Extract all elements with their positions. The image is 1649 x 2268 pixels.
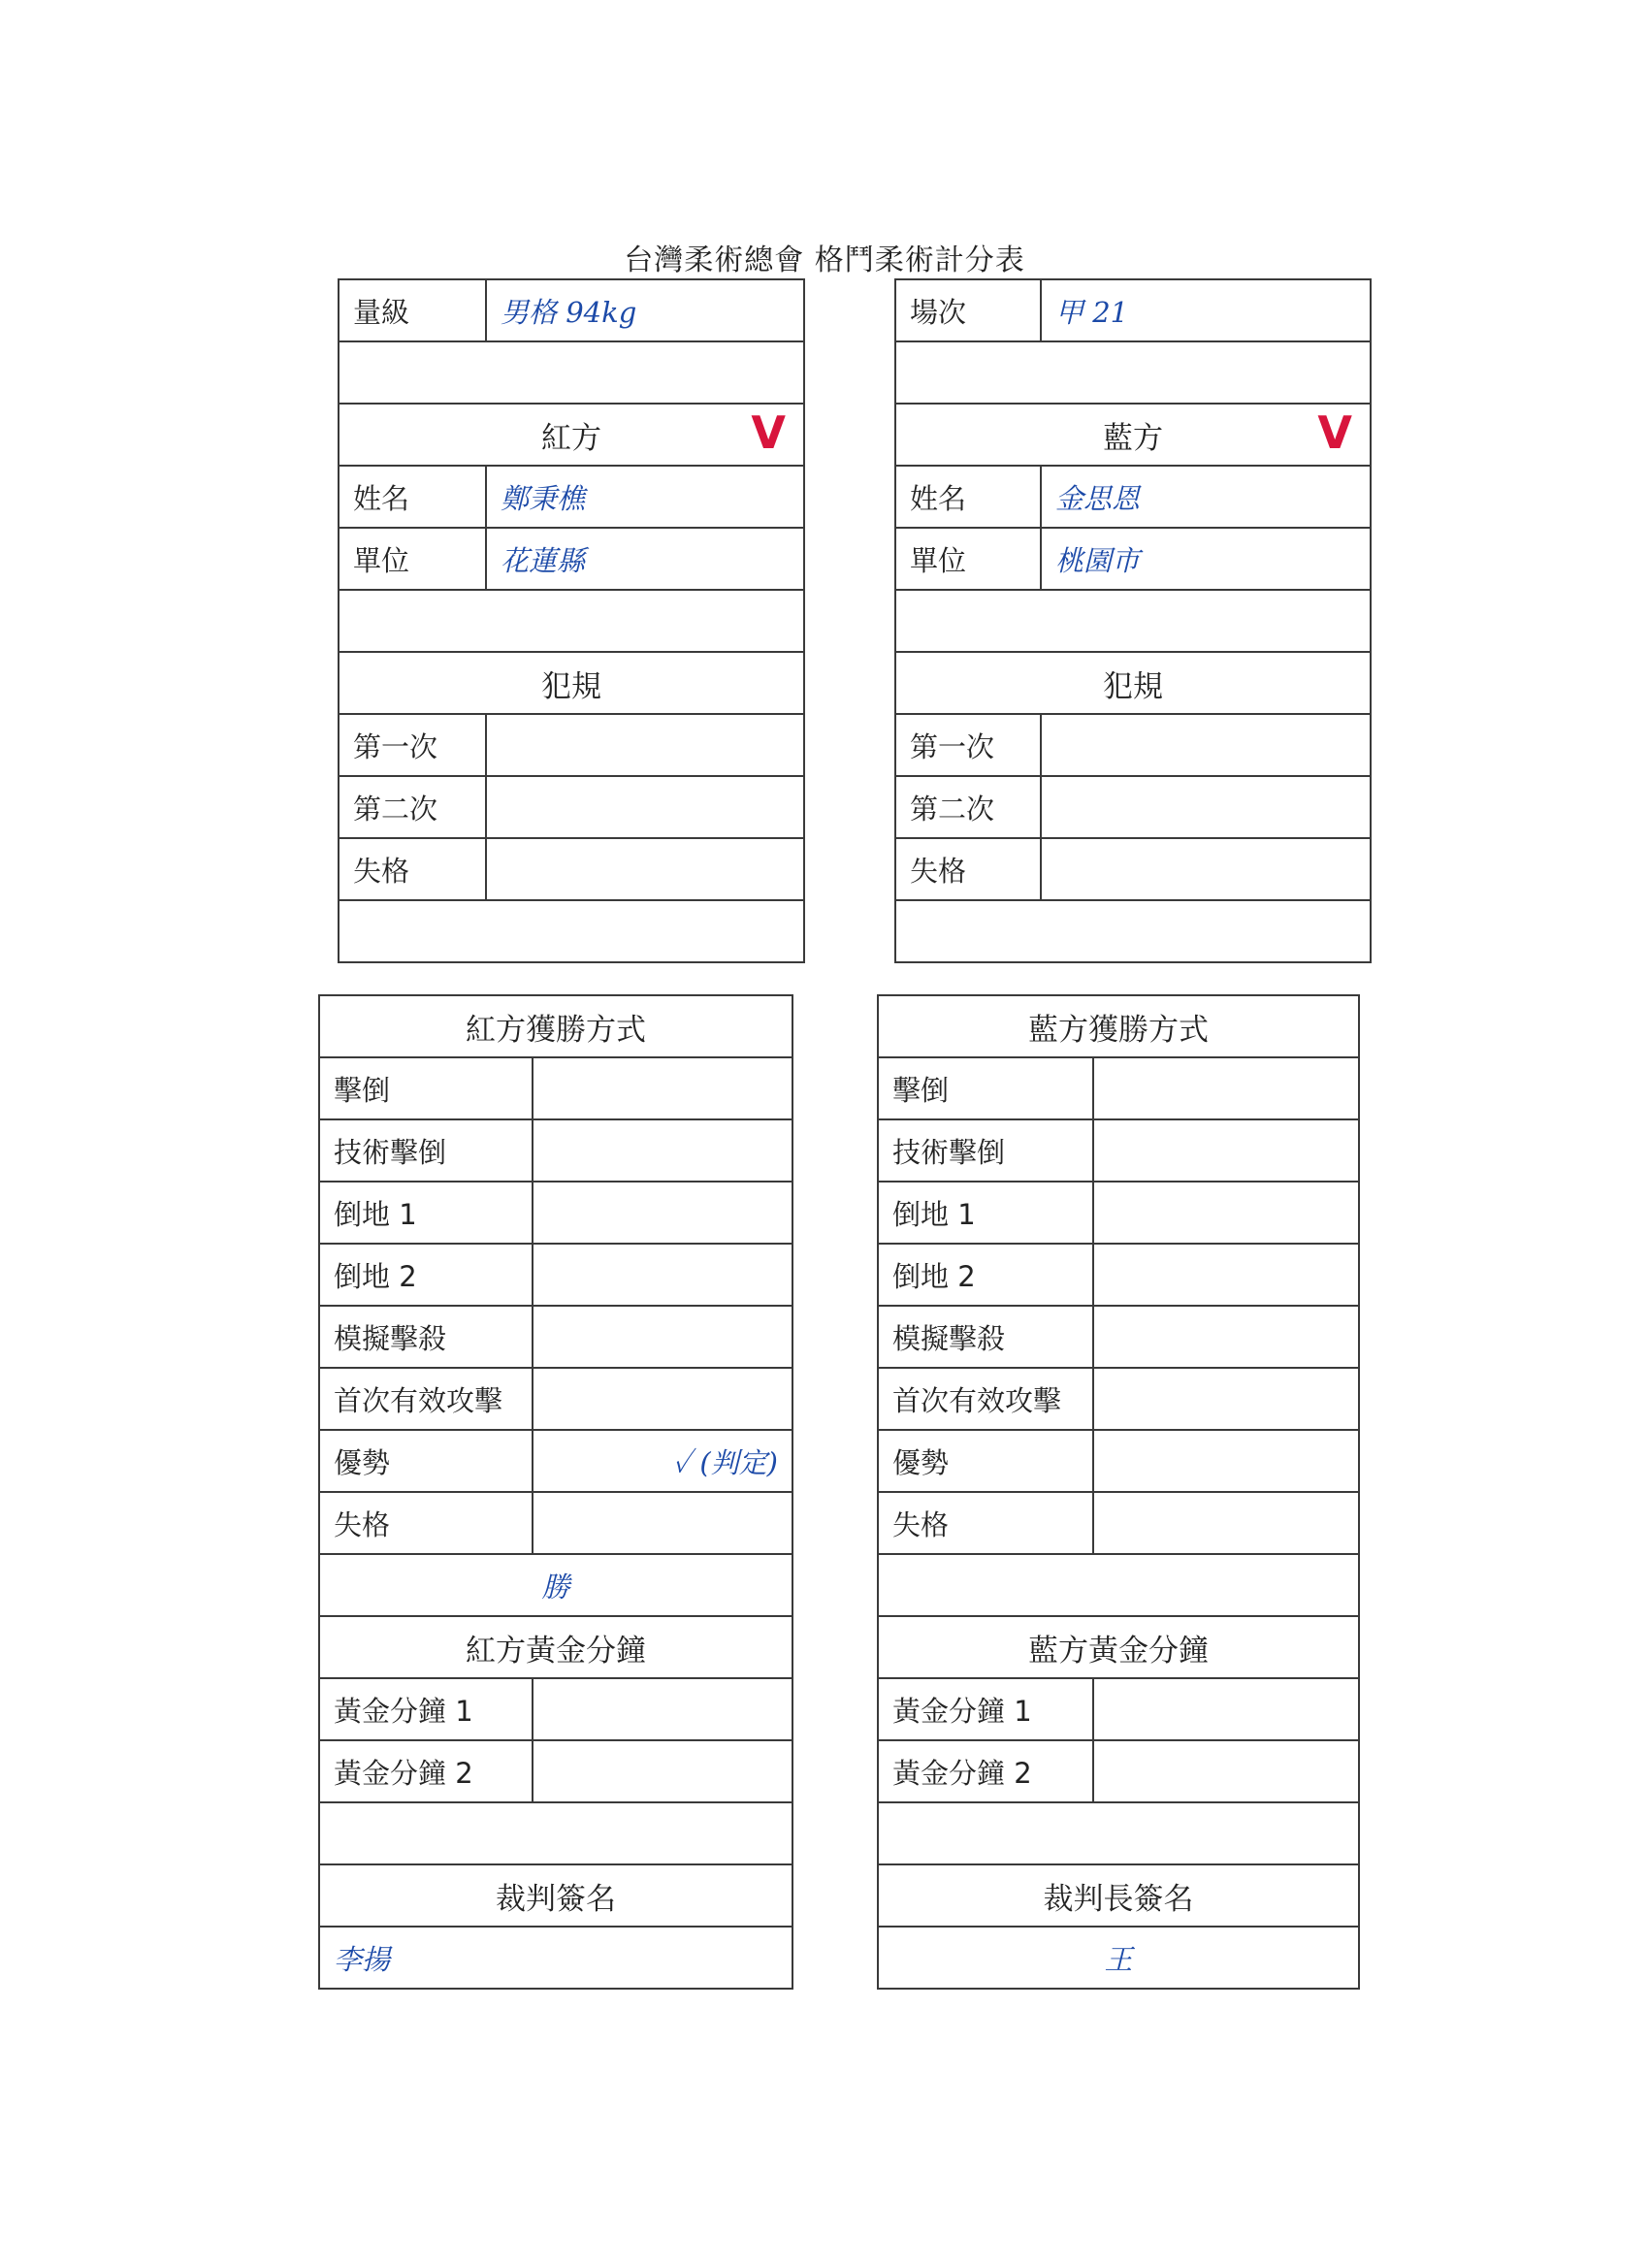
win-method-label: 首次有效攻擊 <box>878 1368 1093 1430</box>
win-method-mark[interactable] <box>533 1492 792 1554</box>
blue-side-check-mark: V <box>1317 406 1352 459</box>
win-method-mark[interactable] <box>533 1057 792 1119</box>
golden-cell[interactable] <box>1093 1740 1359 1802</box>
golden-label: 黃金分鐘 1 <box>319 1678 533 1740</box>
blank-row <box>339 900 804 962</box>
win-method-mark[interactable] <box>533 1119 792 1182</box>
foul-cell[interactable] <box>1041 838 1371 900</box>
blank-row <box>895 590 1371 652</box>
red-side-label: 紅方 <box>541 420 601 456</box>
win-method-mark[interactable] <box>1093 1119 1359 1182</box>
blue-side-label: 藍方 <box>1103 420 1163 456</box>
blue-result-note[interactable] <box>878 1554 1359 1616</box>
red-side-header <box>339 404 804 466</box>
blue-score-table <box>894 278 1372 963</box>
win-method-label: 首次有效攻擊 <box>319 1368 533 1430</box>
golden-label: 黃金分鐘 1 <box>878 1678 1093 1740</box>
win-method-label: 失格 <box>319 1492 533 1554</box>
win-method-label: 模擬擊殺 <box>878 1306 1093 1368</box>
win-method-mark[interactable] <box>1093 1182 1359 1244</box>
bout-label: 場次 <box>895 279 1041 341</box>
win-method-mark[interactable] <box>533 1182 792 1244</box>
blank-row <box>895 341 1371 404</box>
win-method-label: 失格 <box>878 1492 1093 1554</box>
red-fouls-header: 犯規 <box>339 652 804 714</box>
blank-row <box>878 1802 1359 1864</box>
red-result-note[interactable]: 勝 <box>319 1554 792 1616</box>
golden-cell[interactable] <box>533 1740 792 1802</box>
weight-row <box>339 279 804 341</box>
win-method-label: 倒地 1 <box>319 1182 533 1244</box>
foul-label: 第二次 <box>339 776 486 838</box>
win-method-mark[interactable] <box>533 1244 792 1306</box>
win-method-mark-advantage[interactable]: ✓ (判定) <box>533 1430 792 1492</box>
page-title: 台灣柔術總會 格鬥柔術計分表 <box>624 243 1025 277</box>
foul-label: 第二次 <box>895 776 1041 838</box>
foul-label: 失格 <box>895 838 1041 900</box>
foul-cell[interactable] <box>486 838 804 900</box>
foul-cell[interactable] <box>1041 776 1371 838</box>
blue-unit-value[interactable]: 桃園市 <box>1041 528 1371 590</box>
unit-label: 單位 <box>895 528 1041 590</box>
win-method-mark[interactable] <box>1093 1368 1359 1430</box>
blue-win-table <box>877 994 1360 1990</box>
foul-cell[interactable] <box>486 714 804 776</box>
golden-label: 黃金分鐘 2 <box>319 1740 533 1802</box>
foul-cell[interactable] <box>1041 714 1371 776</box>
win-method-mark[interactable] <box>1093 1492 1359 1554</box>
red-win-header: 紅方獲勝方式 <box>319 995 792 1057</box>
win-method-mark[interactable] <box>1093 1430 1359 1492</box>
foul-cell[interactable] <box>486 776 804 838</box>
chief-referee-signature[interactable]: 王 <box>878 1927 1359 1989</box>
win-method-label: 倒地 2 <box>319 1244 533 1306</box>
red-score-table <box>338 278 805 963</box>
win-method-label: 擊倒 <box>878 1057 1093 1119</box>
win-method-label: 優勢 <box>319 1430 533 1492</box>
name-label: 姓名 <box>339 466 486 528</box>
chief-referee-sign-header: 裁判長簽名 <box>878 1864 1359 1927</box>
red-golden-header: 紅方黃金分鐘 <box>319 1616 792 1678</box>
unit-label: 單位 <box>339 528 486 590</box>
win-method-label: 倒地 1 <box>878 1182 1093 1244</box>
red-name-value[interactable]: 鄭秉樵 <box>486 466 804 528</box>
golden-label: 黃金分鐘 2 <box>878 1740 1093 1802</box>
name-label: 姓名 <box>895 466 1041 528</box>
foul-label: 失格 <box>339 838 486 900</box>
blank-row <box>319 1802 792 1864</box>
foul-label: 第一次 <box>895 714 1041 776</box>
bout-value[interactable]: 甲 21 <box>1041 279 1371 341</box>
referee-signature[interactable]: 李揚 <box>319 1927 792 1989</box>
weight-label: 量級 <box>339 279 486 341</box>
blank-row <box>339 341 804 404</box>
win-method-mark[interactable] <box>533 1368 792 1430</box>
win-method-mark[interactable] <box>533 1306 792 1368</box>
blue-name-value[interactable]: 金思恩 <box>1041 466 1371 528</box>
blue-win-header: 藍方獲勝方式 <box>878 995 1359 1057</box>
blue-side-header <box>895 404 1371 466</box>
foul-label: 第一次 <box>339 714 486 776</box>
blank-row <box>895 900 1371 962</box>
win-method-label: 模擬擊殺 <box>319 1306 533 1368</box>
win-method-label: 優勢 <box>878 1430 1093 1492</box>
red-unit-value[interactable]: 花蓮縣 <box>486 528 804 590</box>
win-method-label: 技術擊倒 <box>878 1119 1093 1182</box>
red-side-check-mark: V <box>751 406 786 459</box>
blank-row <box>339 590 804 652</box>
win-method-label: 技術擊倒 <box>319 1119 533 1182</box>
win-method-mark[interactable] <box>1093 1244 1359 1306</box>
win-method-mark[interactable] <box>1093 1306 1359 1368</box>
win-method-label: 擊倒 <box>319 1057 533 1119</box>
win-method-label: 倒地 2 <box>878 1244 1093 1306</box>
blue-fouls-header: 犯規 <box>895 652 1371 714</box>
golden-cell[interactable] <box>1093 1678 1359 1740</box>
golden-cell[interactable] <box>533 1678 792 1740</box>
weight-value[interactable]: 男格 94kg <box>486 279 804 341</box>
win-method-mark[interactable] <box>1093 1057 1359 1119</box>
blue-golden-header: 藍方黃金分鐘 <box>878 1616 1359 1678</box>
referee-sign-header: 裁判簽名 <box>319 1864 792 1927</box>
red-win-table <box>318 994 793 1990</box>
